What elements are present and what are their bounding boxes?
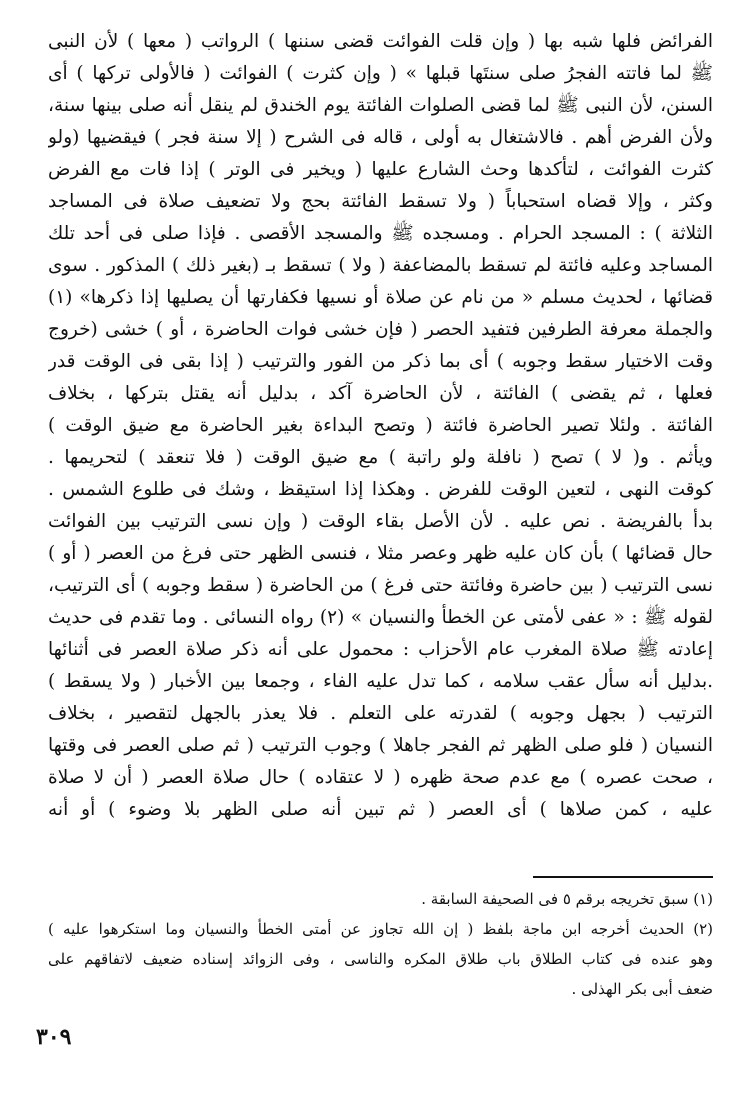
text-line: نسى الترتيب ( بين حاضرة وفائتة حتى فرغ ) من الحاضرة ( سقط وجوبه ) أى الترتيب، [48,575,713,596]
footnotes [48,884,713,1004]
text-line: فعلها ، ثم يقضى ) الفائتة ، لأن الحاضرة آكد ، بدليل أنه يقتل بتركها ، بخلاف [48,383,713,404]
text-line: كوقت النهى ، لتعين الوقت للفرض . وهكذا إذا استيقظ ، وشك فى طلوع الشمس . [48,479,713,500]
text-line: ، صحت عصره ) مع عدم صحة ظهره ( لا عتقاده ) حال صلاة العصر ( أن لا صلاة [48,767,713,788]
text-line: .بدليل أنه سأل عقب سلامه ، كما تدل عليه الفاء ، وجمعا بين الأخبار ( ولا يسقط ) [48,671,713,692]
text-line: النسيان ( فلو صلى الظهر ثم الفجر جاهلا ) وجوب الترتيب ( ثم صلى العصر فى وقتها [48,735,713,756]
text-line: قضائها ، لحديث مسلم « من نام عن صلاة أو نسيها فكفارتها أن يصليها إذا ذكرها» (١) [48,287,713,308]
text-line: كثرت الفوائت ، لتأكدها وحث الشارع عليها ( ويخير فى الوتر ) إذا فات مع الفرض [48,159,713,180]
text-line: ﷺ لما فاتته الفجرُ صلى سنتَها قبلها » ( وإن كثرت ) الفوائت ( فالأولى تركها ) أى [48,63,713,84]
text-line: الثلاثة ) : المسجد الحرام . ومسجده ﷺ والمسجد الأقصى . فإذا صلى فى أحد تلك [48,223,713,244]
footnote-line: ضعف أبى بكر الهذلى . [571,980,713,998]
text-line: ويأثم . و( لا ) تصح ( نافلة ولو راتبة ) مع ضيق الوقت ( فلا تنعقد ) لتحريمها . [48,447,713,468]
footnote-line: (٢) الحديث أخرجه ابن ماجة بلفظ ( إن الله تجاوز عن أمتى الخطأ والنسيان وما استكرهوا عليه ) [48,920,713,938]
footnote-line: وهو عنده فى كتاب الطلاق باب طلاق المكره والناسى ، وفى الزوائد إسناده ضعيف لاتفاقهم على [48,950,713,968]
footnote-line: (١) سبق تخريجه برقم ٥ فى الصحيفة السابقة . [421,890,713,908]
text-line: وكثر ، وإلا قضاه استحباباً ( ولا تسقط الفائتة بحج ولا تضعيف صلاة فى المساجد [48,191,713,212]
text-line: وقت الاختيار سقط وجوبه ) أى بما ذكر من الفور والترتيب ( إذا بقى فى الوقت قدر [48,351,713,372]
text-line: ولأن الفرض أهم . فالاشتغال به أولى ، قاله فى الشرح ( إلا سنة فجر ) فيقضيها (ولو [48,127,713,148]
text-line: الترتيب ( بجهل وجوبه ) لقدرته على التعلم . فلا يعذر بالجهل لتقصير ، بخلاف [48,703,713,724]
text-line: حال قضائها ) بأن كان عليه ظهر وعصر مثلا ، فنسى الظهر حتى فرغ من العصر ( أو ) [48,543,713,564]
text-line: الفرائض فلها شبه بها ( وإن قلت الفوائت قضى سننها ) الرواتب ( معها ) لأن النبى [48,31,713,52]
text-line: بدأ بالفريضة . نص عليه . لأن الأصل بقاء الوقت ( وإن نسى الترتيب بين الفوائت [48,511,713,532]
main-text [48,26,713,826]
footnote-divider [533,876,713,878]
text-line: إعادته ﷺ صلاة المغرب عام الأحزاب : محمول على أنه ذكر صلاة العصر فى أثنائها [48,639,713,660]
text-line: السنن، لأن النبى ﷺ لما قضى الصلوات الفائتة يوم الخندق لم ينقل أنه صلى بينها سنة، [48,95,713,116]
text-line: عليه ، كمن صلاها ) أى العصر ( ثم تبين أنه صلى الظهر بلا وضوء ) أو أنه [48,799,713,820]
text-line: لقوله ﷺ : « عفى لأمتى عن الخطأ والنسيان » (٢) رواه النسائى . وما تقدم فى حديث [48,607,713,628]
text-line: والجملة معرفة الطرفين فتفيد الحصر ( فإن خشى فوات الحاضرة ، أو ) خشى (خروج [48,319,713,340]
text-line: المساجد وعليه فائتة لم تسقط بالمضاعفة ( ولا ) تسقط بـ (بغير ذلك ) المذكور . سوى [48,255,713,276]
page-number: ٣٠٩ [36,1024,72,1050]
text-line: الفائتة . ولئلا تصير الحاضرة فائتة ( وتصح البداءة بغير الحاضرة مع ضيق الوقت ) [48,415,713,436]
